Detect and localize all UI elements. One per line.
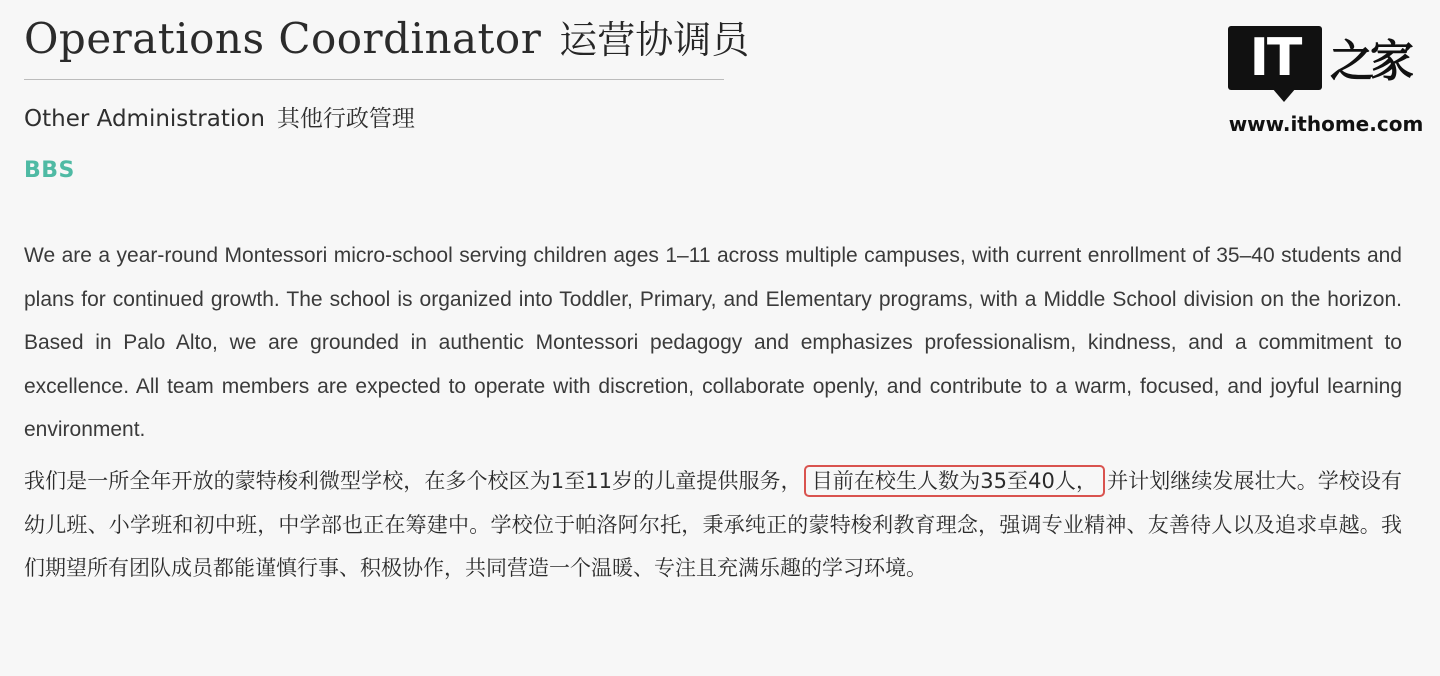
ithome-watermark-logo: [1226, 26, 1426, 146]
job-category-zh: 其他行政管理: [276, 106, 415, 132]
logo-url: www.ithome.com: [1228, 112, 1424, 136]
job-category: [24, 102, 415, 136]
description-zh-after: 并计划继续发展壮大。学校设有幼儿班、小学班和初中班，中学部也正在筹建中。学校位于帕洛阿尔托，秉承纯正的蒙特梭利教育理念，强调专业精神、友善待人以及追求卓越。我们期望所有团队成员都能谨慎行事、积极协作，共同营造一个温暖、专注且充满乐趣的学习环境。: [24, 469, 1402, 580]
speech-bubble-tail: [1272, 88, 1296, 102]
enrollment-highlight: 目前在校生人数为35至40人，: [804, 465, 1105, 497]
job-description-zh: [24, 460, 1402, 591]
job-description-en: We are a year-round Montessori micro-school serving children ages 1–11 across multiple campuses, with current enrollment of 35–40 students and plans for continued growth. The school is organized into Toddler, Primary, and Elementary programs, with a Middle School division on the horizon. Based in Palo Alto, we are grounded in authentic Montessori pedagogy and emphasizes professionalism, kindness, and a commitment to excellence. All team members are expected to operate with discretion, collaborate openly, and contribute to a warm, focused, and joyful learning environment.: [24, 244, 1402, 441]
it-speech-bubble-icon: [1228, 26, 1324, 106]
job-category-en: Other Administration: [24, 106, 265, 132]
description-zh-before: 我们是一所全年开放的蒙特梭利微型学校，在多个校区为1至11岁的儿童提供服务，: [24, 469, 802, 493]
page-title: [24, 10, 750, 68]
job-title-en: Operations Coordinator: [24, 14, 542, 63]
job-title-zh: 运营协调员: [559, 18, 750, 62]
organization-tag[interactable]: BBS: [24, 158, 75, 183]
logo-brush-text: 之家: [1330, 36, 1410, 87]
logo-mark-text: IT: [1228, 26, 1322, 90]
title-divider: [24, 79, 724, 80]
